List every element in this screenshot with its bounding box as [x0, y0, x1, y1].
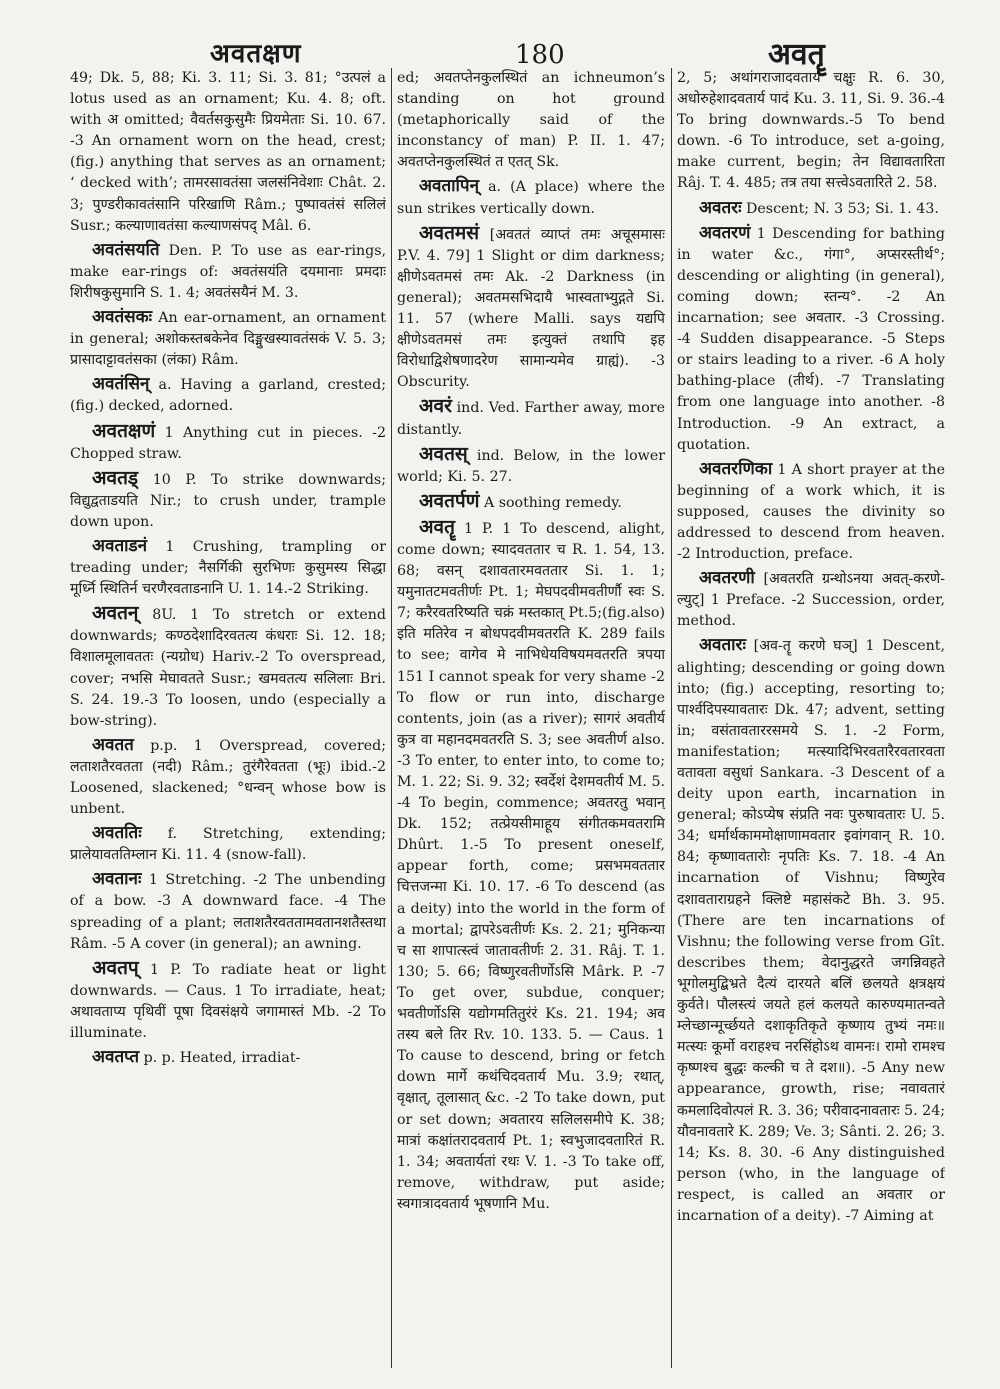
dictionary-entry [397, 396, 665, 440]
dictionary-entry [70, 869, 386, 954]
definition-text: [अवतरति ग्रन्थोऽनया अवत्-करणे-ल्युट्] 1 Preface. -2 Succession, order, method. [677, 571, 945, 630]
headword: अवतक्षणं [92, 419, 156, 442]
headword: अवतन् [92, 602, 139, 625]
definition-text: 1 Anything cut in pieces. -2 Chopped straw. [70, 424, 386, 462]
dictionary-entry [70, 307, 386, 371]
running-head-left: अवतक्षण [210, 39, 302, 69]
definition-text: 1 P. 1 To descend, alight, come down; स्यादवततार च R. 1. 54, 13. 68; वसन् दशावतारमवततार Si. 1. 1; यमुनातटमवतीर्णः Pt. 1; मेघपदवीमवतीर्णौ स्वः S. 7; करैरवतरिष्यति चक्रं मस्तकात् Pt.5;(fig.also) इति मतिरेव न बोधपदवीमवतरति K. 289 fails to see; वागेव मे नाभिधेयविषयमवतरति त्रपया 151 I cannot speak for very shame -2 To flow or run into, discharge contents, join (as a river); सागरं अवतीर्य कुत्र वा महानदमवतरति S. 3; see अवतीर्ण also. -3 To enter, to enter into, to come to; M. 1. 22; Si. 9. 32; स्वर्देशं देशमवतीर्य M. 5. -4 To begin, commence; अवतरतु भवान् Dk. 152; तत्प्रेयसीमाहूय संगीतकमवतरामि Dhûrt. 1.-5 To present oneself, appear forth, come; प्रसभमवततार चित्तजन्मा Ki. 10. 17. -6 To descend (as a deity) into the world in the form of a mortal; द्वापरेऽवतीर्णः Ks. 2. 21; मुनिकन्या च सा शापात्स्त्वं जातावतीर्णः 2. 31. Râj. T. 1. 130; 5. 66; विष्णुरवतीर्णोऽसि Mârk. P. -7 To get over, subdue, conquer; भवतीर्णोऽसि यद्योगमतितुरंरं Ks. 21. 194; अव तस्य बले तिर Rv. 10. 133. 5. — Caus. 1 To cause to descend, bring or fetch down मार्गे कथंचिदवतार्य Mu. 3.9; रथात्, वृक्षात्, तूलासात् &c. -2 To take down, put or set down; अवतारय सलिलसमीपे K. 38; मात्रां कक्षांतरादवतार्य Pt. 1; स्वभुजादवतारितं R. 1. 34; अवतार्यतां रथः V. 1. -3 To take off, remove, withdraw, put aside; स्वगात्रादवतार्य भूषणानि Mu. [397, 520, 665, 1212]
headword: अवतप् [92, 956, 139, 979]
running-head-right: अवतॄ [768, 37, 825, 72]
dictionary-entry [677, 198, 945, 220]
definition-text: a. Having a garland, crested; (fig.) decked, adorned. [70, 377, 386, 415]
column-3 [677, 68, 945, 1378]
definition-text: p. p. Heated, irradiat- [139, 1050, 301, 1067]
definition-text: 8U. 1 To stretch or extend downwards; कण्ठदेशादिरवतत्य कंधराः Si. 12. 18; विशालमूलावततः (न्यग्रोध) Hariv.-2 To overspread, cover; नभसि मेघावतते Susr.; खमवतत्य सलिलाः Bri. S. 24. 19.-3 To loosen, undo (especially a bow-string). [70, 607, 386, 729]
dictionary-entry [677, 459, 945, 565]
headword: अवतंसकः [92, 307, 153, 328]
dictionary-entry [677, 568, 945, 632]
dictionary-entry [397, 223, 665, 394]
column-1 [70, 68, 386, 1378]
headword: अवतमसं [419, 221, 480, 244]
headword: अवतॄ [419, 515, 455, 538]
headword: अवतरः [699, 197, 742, 218]
definition-text: ed; अवतप्तेनकुलस्थितं an ichneumon’s standing on hot ground (metaphorically said of the inconstancy of man) P. II. 1. 47; अवतप्तेनकुलस्थितं त एतत् Sk. [397, 70, 665, 171]
dictionary-entry [397, 176, 665, 219]
definition-text: 49; Dk. 5, 88; Ki. 3. 11; Si. 3. 81; °उत्पलं a lotus used as an ornament; Ku. 4. 8; oft. with अ omitted; वैवर्तसकुसुमैः प्रियमेताः Si. 10. 67. -3 An ornament worn on the head, crest; (fig.) anything that serves as an ornament; ‘ decked with’; तामरसावतंसा जलसंनिवेशाः Chât. 2. 3; पुण्डरीकावतंसानि परिखाणि Râm.; पुष्पावतंसं सलिलं Susr.; कल्याणावतंसा कल्याणसंपद् Mâl. 6. [70, 70, 386, 234]
dictionary-entry [70, 958, 386, 1044]
definition-text: 2, 5; अथांगराजादवतार्य चक्षुः R. 6. 30, अधोरुहेशादवतार्य पादं Ku. 3. 11, Si. 9. 36.-4 To bring downwards.-5 To bend down. -6 To introduce, set a-going, make current, begin; तेन विद्यावतारिता Râj. T. 4. 485; तत्र तया सत्त्वेऽवतारिते 2. 58. [677, 70, 945, 192]
dictionary-entry [70, 468, 386, 533]
column-2 [397, 68, 665, 1378]
dictionary-entry [70, 240, 386, 304]
dictionary-entry [70, 1047, 386, 1069]
dictionary-entry [70, 421, 386, 465]
definition-text: Descent; N. 3 53; Si. 1. 43. [741, 200, 939, 217]
headword: अवतापिन् [419, 176, 480, 197]
definition-text: 1 Descending for bathing in water &c., गंगा°, अप्सरस्तीर्थ°; descending or alighting (in general), coming down; स्तन्य°. -2 An incarnation; see अवतार. -3 Crossing. -4 Sudden disappearance. -5 Steps or stairs leading to a river. -6 A holy bathing-place (तीर्थ). -7 Translating from one language into another. -8 Introduction. -9 An extract, a quotation. [677, 225, 945, 453]
dictionary-entry [70, 603, 386, 732]
definition-text: An ear-ornament, an ornament in general; अशोकस्तबकेनेव दिङ्मुखस्यावतंसकं V. 5. 3; प्रासादाट्टावतंसका (लंका) Râm. [70, 310, 386, 369]
definition-text: f. Stretching, extending; प्रालेयावततिम्लान Ki. 11. 4 (snow-fall). [70, 826, 386, 864]
headword: अवतप्त [92, 1047, 140, 1068]
headword: अवतंसयति [92, 239, 160, 260]
dictionary-entry [70, 536, 386, 600]
headword: अवतरणी [699, 568, 755, 589]
headword: अवतरणिका [699, 458, 773, 479]
dictionary-entry [70, 823, 386, 866]
headword: अवरं [419, 395, 452, 418]
definition-text: 1 Stretching. -2 The unbending of a bow. -3 A downward face. -4 The spreading of a plant; लताशतैरवततामवतानशतैस्तथा Râm. -5 A cover (in general); an awning. [70, 872, 386, 952]
headword: अवतर्पणं [419, 489, 480, 512]
dictionary-entry [677, 223, 945, 456]
dictionary-entry [70, 374, 386, 417]
definition-text: A soothing remedy. [479, 494, 622, 511]
headword: अवतस् [419, 442, 468, 465]
definition-text: ind. Below, in the lower world; Ki. 5. 27. [397, 447, 665, 485]
definition-text: 1 A short prayer at the beginning of a work which, it is supposed, causes the divinity so addressed to descend from heaven. -2 Introduction, preface. [677, 461, 945, 563]
column-rule-2 [671, 68, 672, 1368]
headword: अवततिः [92, 823, 142, 844]
definition-text: [अवततं व्याप्तं तमः अचूसमासः P.V. 4. 79] 1 Slight or dim darkness; क्षीणेऽवतमसं तमः Ak. -2 Darkness (in general); अवतमसभिदायै भास्वताभ्युद्गते Si. 11. 57 (where Malli. says यद्यपि क्षीणेऽवतमसं तमः इत्युक्तं तथापि इह विरोधाद्विशेषणादरेण सामान्यमेव ग्राह्यं). -3 Obscurity. [397, 226, 665, 391]
definition-text: p.p. 1 Overspread, covered; लताशतैरवतता (नदी) Râm.; तुरंगैरेवतता (भूः) ibid.-2 Loosened, slackened; °धन्वन् whose bow is unbent. [70, 737, 386, 818]
dictionary-entry [70, 735, 386, 820]
definition-text: 1 Crushing, trampling or treading under; नैसर्गिकी सुरभिणः कुसुमस्य सिद्धा मूर्ध्नि स्थितिर्न चरणैरवताडनानि U. 1. 14.-2 Striking. [70, 538, 386, 598]
definition-text: Den. P. To use as ear-rings, make ear-rings of: अवतंसयंति दयमानाः प्रमदाः शिरीषकुसुमानि S. 1. 4; अवतंसयैनं M. 3. [70, 242, 386, 301]
dictionary-entry [70, 68, 386, 237]
definition-text: ind. Ved. Farther away, more distantly. [397, 400, 665, 438]
headword: अवतड् [92, 466, 139, 489]
page-number: 180 [515, 40, 565, 70]
definition-text: a. (A place) where the sun strikes vertically down. [397, 179, 665, 217]
headword: अवतानः [92, 869, 142, 890]
definition-text: 10 P. To strike downwards; विद्युद्वताडयति Nir.; to crush under, trample down upon. [70, 471, 386, 530]
definition-text: [अव-तॄ करणे घञ्] 1 Descent, alighting; descending or going down into; (fig.) accepting, resorting to; पार्श्वदिपस्यावतारः Dk. 47; advent, setting in; वसंतावताररसमये S. 1. -2 Form, manifestation; मत्स्यादिभिरवतारैरवतारवता वतावता वसुधां Sankara. -3 Descent of a deity upon earth, incarnation in general; कोऽप्येष संप्रति नवः पुरुषावतारः U. 5. 34; धर्मार्थकाममोक्षाणामवतार इवांगवान् R. 10. 84; कृष्णावतारोः नृपतिः Ks. 7. 18. -4 An incarnation of Vishnu; विष्णुरेव दशावताराग्रहने क्लिष्टे महासंकटे Bh. 3. 95. (There are ten incarnations of Vishnu; the following verse from Gît. describes them; वेदानुद्धरते जगन्निवहते भूगोलमुद्बिभ्रते दैत्यं दारयते बलिं छलयते क्षत्रक्षयं कुर्वते। पौलस्त्यं जयते हलं कलयते कारुण्यमातन्वते म्लेच्छान्मूर्च्छयते दशाकृतिकृते कृष्णाय तुभ्यं नमः॥ मत्स्यः कूर्मो वराहश्च नरसिंहोऽथ वामनः। रामो रामश्च कृष्णश्च बुद्धः कल्की च ते दश॥). -5 Any new appearance, growth, rise; नवावतारं कमलादिवोत्पलं R. 3. 36; परीवादनावतारः 5. 24; यौवनावतारे K. 289; Ve. 3; Sânti. 2. 26; 3. 14; Ks. 8. 30. -6 Any distinguished person (who, in the language of respect, is called an अवतार or incarnation of a deity). -7 Aiming at [677, 638, 945, 1224]
dictionary-entry [677, 68, 945, 195]
column-rule-1 [391, 68, 392, 1368]
dictionary-entry [397, 517, 665, 1215]
headword: अवतारः [699, 635, 746, 656]
headword: अवतंसिन् [92, 374, 150, 395]
headword: अवतरणं [699, 222, 751, 243]
dictionary-entry [677, 635, 945, 1227]
definition-text: 1 P. To radiate heat or light downwards. — Caus. 1 To irradiate, heat; अथावताप्य पृथिवीं पूषा दिवसंक्षये जगामास्तं Mb. -2 To illuminate. [70, 961, 386, 1042]
dictionary-entry [397, 444, 665, 488]
headword: अवताडनं [92, 535, 148, 556]
headword: अवतत [92, 734, 134, 755]
dictionary-entry [397, 491, 665, 514]
dictionary-entry [397, 68, 665, 173]
